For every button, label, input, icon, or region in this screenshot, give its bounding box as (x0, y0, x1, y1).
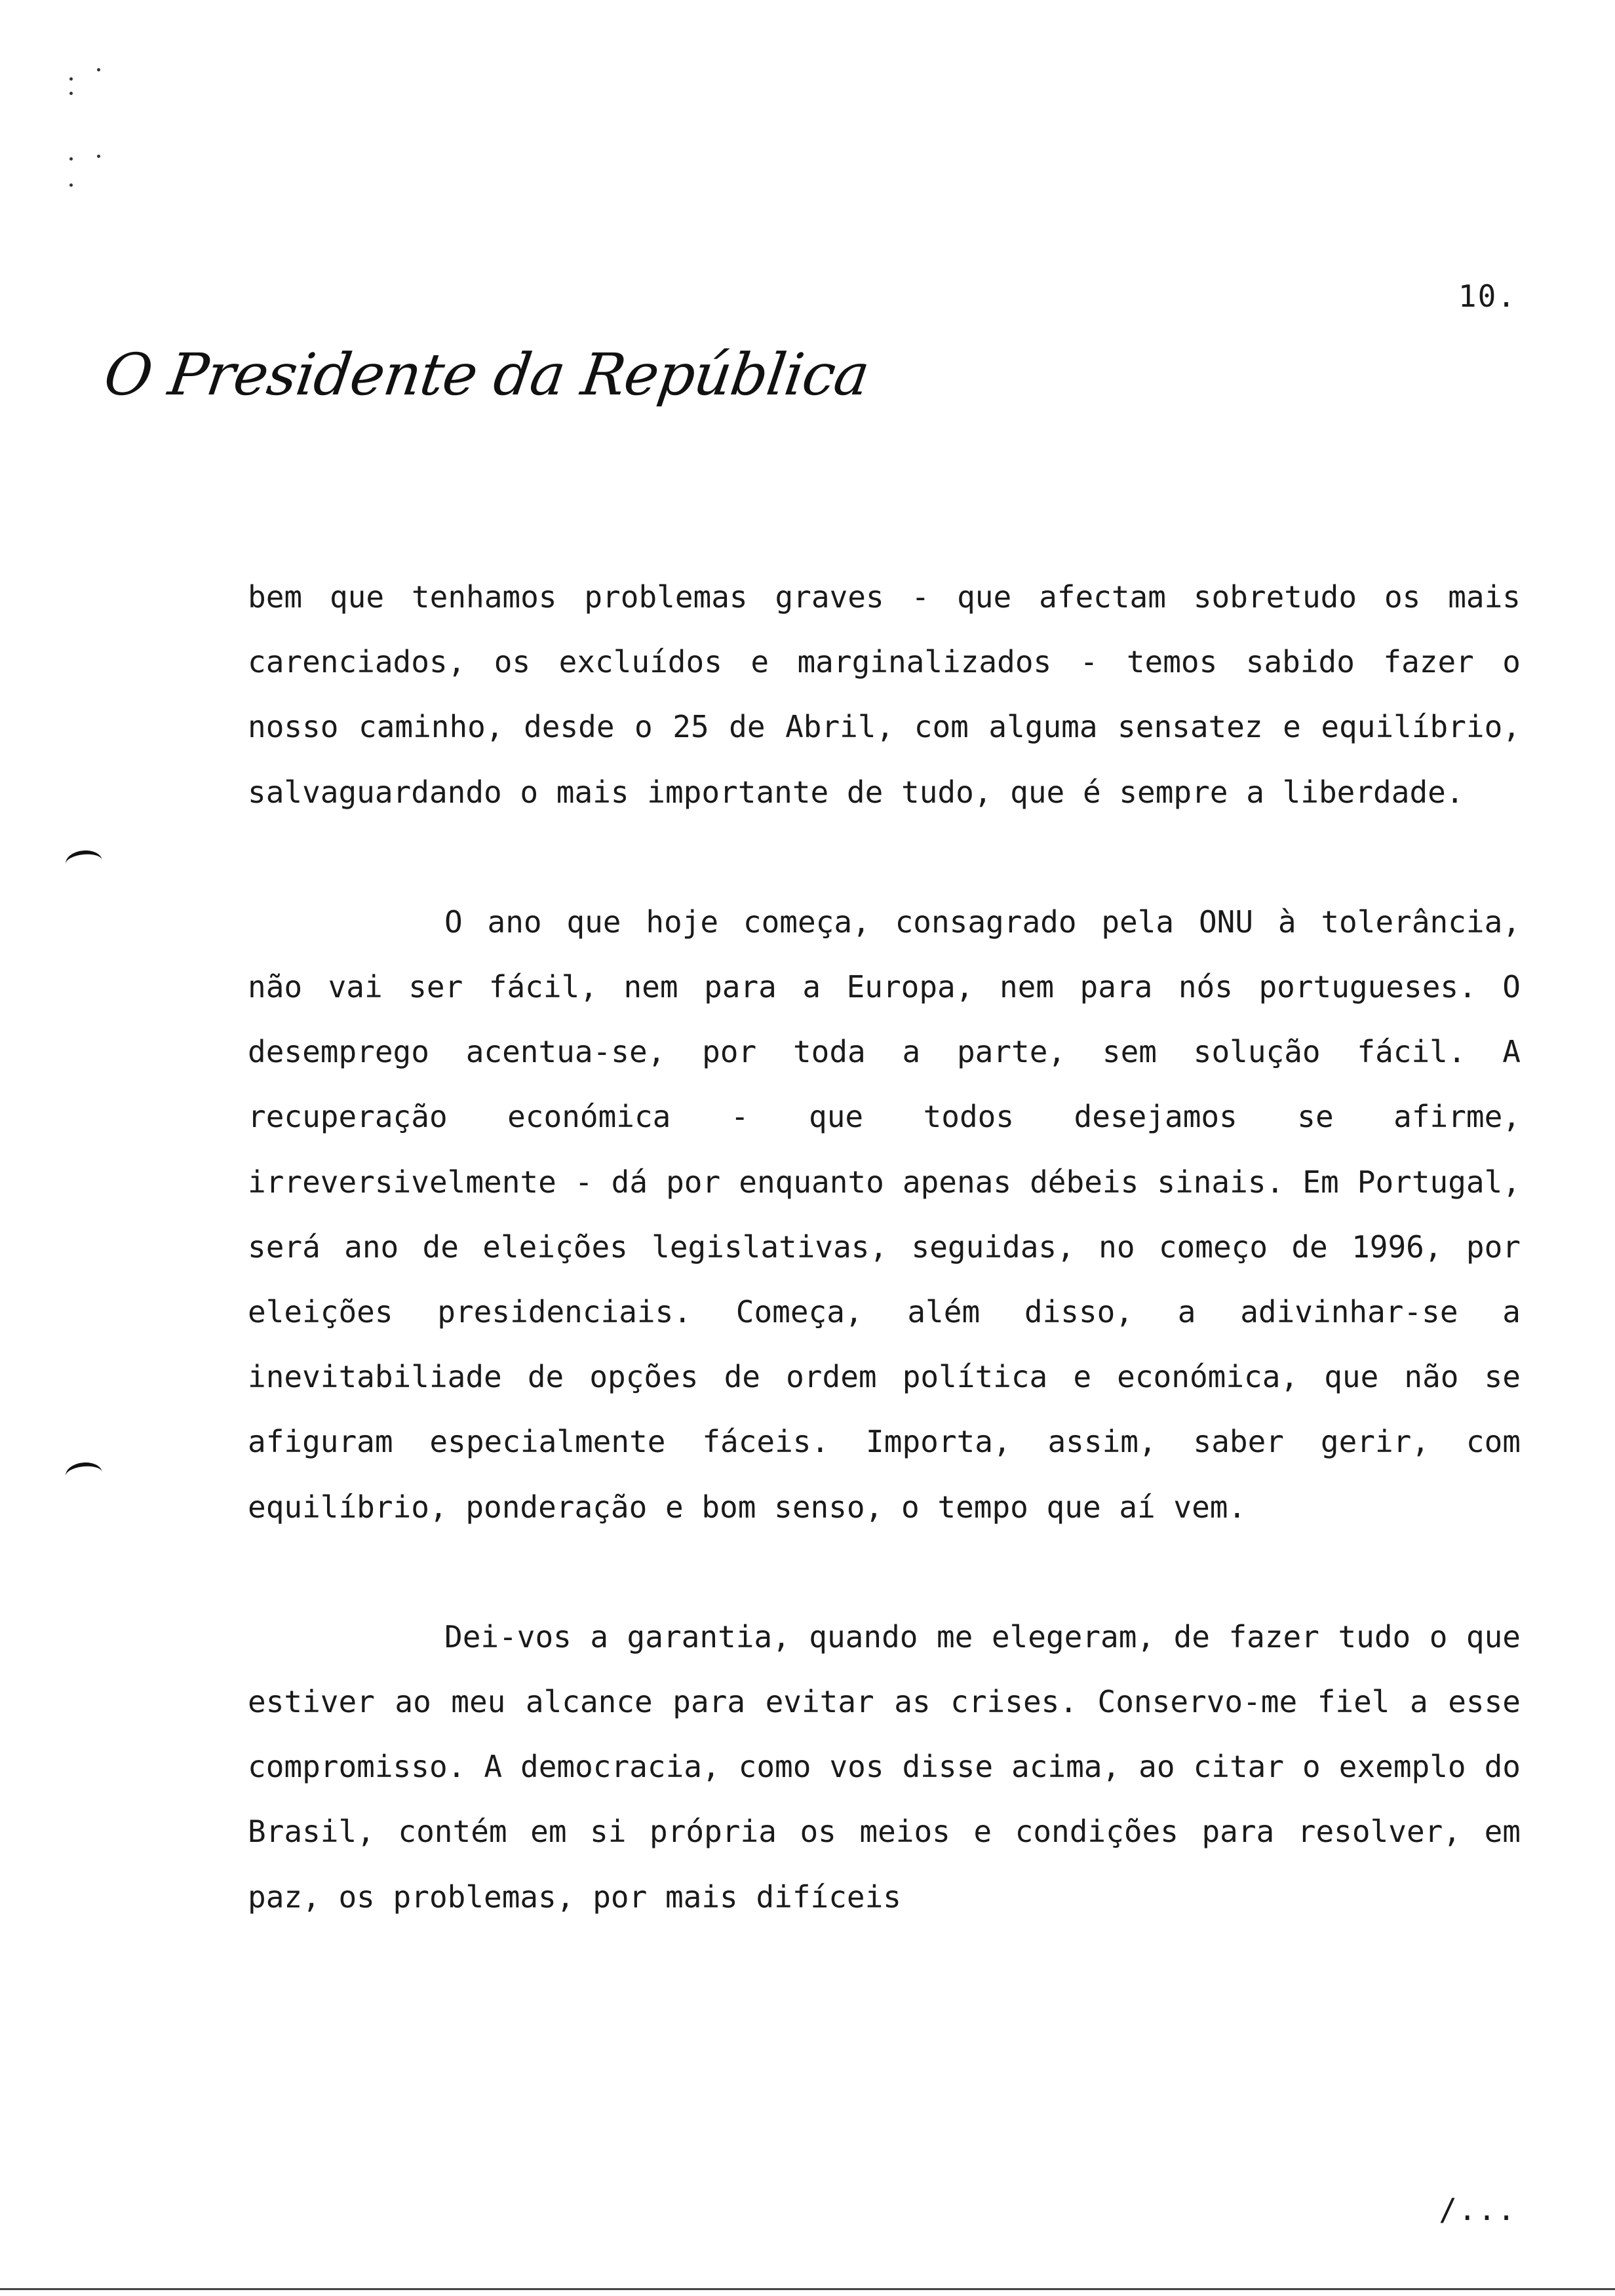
scan-speck (69, 92, 73, 95)
scan-speck (97, 155, 100, 158)
paragraph: Dei-vos a garantia, quando me elegeram, de fazer tudo o que estiver ao meu alcance para evitar as crises. Conservo-me fiel a esse compromisso. A democracia, como vos disse acima, ao citar o exemplo do Brasil, contém em si própria os meios e condições para resolver, em paz, os problemas, por mais difíceis (248, 1618, 1521, 1915)
scan-speck (97, 68, 100, 71)
letter-body (248, 565, 1521, 1930)
margin-bracket-mark (64, 849, 103, 876)
paragraph: O ano que hoje começa, consagrado pela ONU à tolerância, não vai ser fácil, nem para a Europa, nem para nós portugueses. O desemprego acentua-se, por toda a parte, sem solução fácil. A recuperação económica - que todos desejamos se afirme, irreversivelmente - dá por enquanto apenas débeis sinais. Em Portugal, será ano de eleições legislativas, seguidas, no começo de 1996, por eleições presidenciais. Começa, além disso, a adivinhar-se a inevitabiliade de opções de ordem política e económica, que não se afiguram especialmente fáceis. Importa, assim, saber gerir, com equilíbrio, ponderação e bom senso, o tempo que aí vem. (248, 904, 1521, 1525)
scan-edge-line (0, 2288, 1615, 2290)
paragraph-continuation: bem que tenhamos problemas graves - que afectam sobretudo os mais carenciados, os excluídos e marginalizados - temos sabido fazer o nosso caminho, desde o 25 de Abril, com alguma sensatez e equilíbrio, salvaguardando o mais importante de tudo, que é sempre a liberdade. (248, 579, 1521, 810)
letterhead-title: O Presidente da República (100, 341, 874, 408)
scan-speck (69, 77, 73, 81)
scan-speck (69, 157, 73, 161)
scan-speck (69, 183, 73, 187)
margin-bracket-mark (64, 1461, 103, 1488)
page-number: 10. (1458, 278, 1517, 314)
continuation-marker: /... (1439, 2192, 1517, 2227)
